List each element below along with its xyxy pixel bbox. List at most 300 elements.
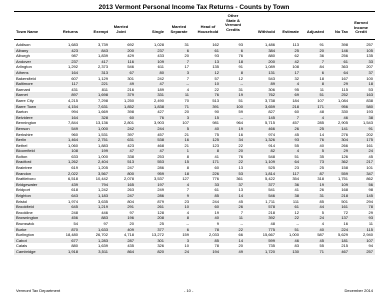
cell-married-joint: 429 [127, 53, 134, 59]
cell-returns: 1,292 [67, 64, 78, 70]
cell-single: 76 [159, 114, 164, 120]
cell-returns: 1,464 [67, 137, 78, 143]
cell-earned-income-credit: 93 [368, 215, 373, 221]
cell-head-of-household: 60 [214, 165, 219, 171]
cell-married-joint: 692 [127, 42, 134, 47]
cell-withhold: 5,715 [264, 120, 275, 126]
town-table-body [14, 42, 375, 255]
cell-single: 13,272 [151, 232, 164, 238]
cell-estimate: 7 [296, 114, 299, 120]
cell-head-of-household: 33 [214, 181, 219, 187]
cell-head-of-household: 93 [214, 53, 219, 59]
cell-adjusted: 55 [319, 243, 324, 249]
cell-no-tax: 168 [341, 187, 348, 193]
cell-other-credits: 13 [238, 165, 243, 171]
cell-head-of-household: 15 [214, 114, 219, 120]
cell-no-tax: 398 [341, 42, 348, 47]
cell-earned-income-credit: 163 [366, 92, 373, 98]
cell-no-tax: 1,751 [337, 176, 348, 182]
cell-married-separate: 18 [184, 170, 189, 176]
cell-head-of-household: 391 [212, 103, 219, 109]
cell-married-separate: 24 [184, 248, 189, 254]
cell-adjusted: 51 [319, 92, 324, 98]
cell-exempt: 328 [101, 114, 108, 120]
cell-other-credits: 7 [240, 209, 243, 215]
cell-married-separate: 107 [182, 120, 189, 126]
cell-no-tax: 16 [343, 221, 348, 226]
cell-married-separate: 21 [184, 131, 189, 137]
cell-adjusted: 5 [321, 148, 324, 154]
cell-single: 433 [157, 53, 164, 59]
cell-adjusted: 40 [319, 142, 324, 148]
cell-returns: 1,918 [67, 248, 78, 254]
cell-married-separate: 31 [184, 42, 189, 47]
cell-adjusted: 5 [321, 209, 324, 215]
cell-estimate: 45 [294, 131, 299, 137]
cell-withhold: 3,659 [264, 103, 275, 109]
cell-earned-income-credit: 38 [368, 114, 373, 120]
cell-single: 1,028 [153, 42, 164, 47]
cell-adjusted: 171 [317, 103, 324, 109]
cell-head-of-household: 513 [212, 97, 219, 103]
cell-head-of-household: 78 [214, 243, 219, 249]
cell-town-name: Bolton [16, 153, 28, 159]
cell-head-of-household: 10 [214, 81, 219, 87]
cell-single: 820 [157, 248, 164, 254]
cell-married-joint: 804 [127, 198, 134, 204]
cell-adjusted: 6 [321, 69, 324, 75]
cell-earned-income-credit: 18 [368, 81, 373, 87]
cell-town-name: Athens [16, 69, 29, 75]
cell-returns: 1,060 [67, 142, 78, 148]
cell-earned-income-credit: 11 [368, 221, 373, 226]
cell-estimate: 95 [294, 86, 299, 92]
cell-married-joint: 631 [127, 137, 134, 143]
cell-head-of-household: 776 [212, 176, 219, 182]
cell-no-tax: 256 [341, 53, 348, 59]
cell-married-joint: 247 [127, 165, 134, 171]
cell-adjusted: 45 [319, 237, 324, 243]
cell-town-name: Andover [16, 58, 31, 64]
cell-married-joint: 97 [129, 209, 134, 215]
cell-no-tax: 467 [341, 248, 348, 254]
cell-single: 3,903 [153, 120, 164, 126]
cell-adjusted: 25 [319, 125, 324, 131]
cell-head-of-household: 90 [214, 109, 219, 115]
cell-estimate: 184 [292, 97, 299, 103]
cell-adjusted: 76 [319, 137, 324, 143]
cell-no-tax: 956 [341, 103, 348, 109]
cell-town-name: Barnet [16, 92, 28, 98]
cell-withhold: 1,720 [264, 248, 275, 254]
cell-returns: 164 [71, 114, 78, 120]
cell-estimate: 22 [294, 215, 299, 221]
cell-withhold: 914 [268, 142, 275, 148]
cell-town-name: Brattleboro [16, 176, 36, 182]
cell-withhold: 200 [268, 58, 275, 64]
cell-adjusted: 36 [319, 53, 324, 59]
cell-earned-income-credit: 29 [368, 209, 373, 215]
cell-withhold: 145 [268, 114, 275, 120]
cell-withhold: 599 [268, 237, 275, 243]
cell-estimate: 83 [294, 243, 299, 249]
cell-exempt: 417 [101, 58, 108, 64]
cell-other-credits: 76 [238, 153, 243, 159]
cell-earned-income-credit: 101 [366, 165, 373, 171]
cell-married-joint: 116 [127, 58, 134, 64]
cell-estimate: 218 [292, 103, 299, 109]
cell-exempt: 811 [101, 86, 108, 92]
title-rule [14, 11, 375, 12]
cell-town-name: Cabot [16, 237, 27, 243]
cell-married-separate: 7 [186, 58, 189, 64]
cell-no-tax: 181 [341, 237, 348, 243]
cell-adjusted: 7 [321, 58, 324, 64]
cell-other-credits: 49 [238, 248, 243, 254]
header-town-name: Town Name [16, 29, 39, 34]
cell-exempt: 1,205 [97, 165, 108, 171]
cell-married-joint: 397 [127, 131, 134, 137]
cell-other-credits: -- [240, 81, 243, 87]
cell-earned-income-credit: 56 [368, 181, 373, 187]
cell-head-of-household: 981 [212, 120, 219, 126]
cell-other-credits: 22 [238, 142, 243, 148]
cell-returns: 4,215 [67, 97, 78, 103]
cell-other-credits: 66 [238, 232, 243, 238]
cell-estimate: 12 [294, 209, 299, 215]
cell-exempt: 2,404 [97, 159, 108, 165]
cell-returns: 607 [71, 75, 78, 81]
cell-withhold: 543 [268, 75, 275, 81]
cell-other-credits: 76 [238, 53, 243, 59]
cell-married-separate: 3 [186, 237, 189, 243]
cell-married-separate: 1 [186, 148, 189, 154]
cell-exempt: 199 [101, 148, 108, 154]
cell-married-separate: 8 [186, 153, 189, 159]
cell-earned-income-credit: 100 [366, 75, 373, 81]
cell-married-joint: 20 [129, 221, 134, 226]
cell-returns: 677 [71, 237, 78, 243]
cell-withhold: 1,326 [264, 137, 275, 143]
cell-estimate: 32 [294, 75, 299, 81]
cell-returns: 439 [71, 181, 78, 187]
cell-estimate: 26 [294, 125, 299, 131]
cell-withhold: 546 [268, 193, 275, 199]
cell-withhold: 775 [268, 226, 275, 232]
cell-exempt: 13,136 [95, 120, 108, 126]
cell-no-tax: 1,084 [337, 97, 348, 103]
cell-earned-income-credit: 135 [366, 53, 373, 59]
cell-estimate: 93 [294, 137, 299, 143]
cell-married-joint: 435 [127, 243, 134, 249]
cell-estimate: 38 [294, 193, 299, 199]
cell-exempt: 1,129 [97, 75, 108, 81]
cell-town-name: Barnard [16, 86, 31, 92]
cell-town-name: Burke [16, 226, 27, 232]
cell-married-separate: 127 [182, 176, 189, 182]
cell-married-joint: 2,801 [123, 120, 134, 126]
cell-estimate: 62 [294, 53, 299, 59]
cell-married-separate: 159 [182, 232, 189, 238]
cell-returns: 423 [71, 47, 78, 53]
cell-married-separate: 10 [184, 243, 189, 249]
cell-other-credits: 91 [238, 64, 243, 70]
cell-other-credits: 45 [238, 198, 243, 204]
cell-adjusted: 18 [319, 75, 324, 81]
cell-other-credits: 19 [238, 125, 243, 131]
cell-other-credits: 51 [238, 97, 243, 103]
cell-other-credits: 12 [238, 75, 243, 81]
cell-town-name: Addison [16, 42, 31, 47]
cell-married-separate: 15 [184, 159, 189, 165]
cell-married-joint: 338 [127, 153, 134, 159]
cell-town-name: Brandon [16, 170, 32, 176]
cell-returns: 880 [71, 243, 78, 249]
cell-other-credits: 361 [236, 176, 243, 182]
cell-exempt: 1,000 [97, 125, 108, 131]
cell-earned-income-credit: 862 [366, 176, 373, 182]
cell-single: 47 [159, 81, 164, 87]
cell-married-separate: 70 [184, 97, 189, 103]
header-no-tax: No Tax [334, 29, 348, 34]
cell-withhold: 735 [268, 243, 275, 249]
header-exempt: Exempt [93, 29, 108, 34]
cell-returns: 960 [71, 131, 78, 137]
cell-single: 331 [157, 92, 164, 98]
footer-date: December 2014 [344, 288, 373, 293]
cell-adjusted: 14 [319, 131, 324, 137]
cell-returns: 456 [71, 215, 78, 221]
cell-returns: 994 [71, 109, 78, 115]
cell-head-of-household: 125 [212, 137, 219, 143]
cell-adjusted: 85 [319, 198, 324, 204]
cell-exempt: 446 [101, 209, 108, 215]
cell-returns: 6,518 [67, 176, 78, 182]
cell-returns: 54 [73, 221, 78, 226]
cell-head-of-household: 8 [216, 148, 219, 154]
cell-head-of-household: 41 [214, 153, 219, 159]
cell-returns: 619 [71, 165, 78, 171]
cell-head-of-household: 40 [214, 215, 219, 221]
cell-other-credits: 37 [238, 181, 243, 187]
cell-returns: 4,154 [67, 103, 78, 109]
cell-head-of-household: 61 [214, 47, 219, 53]
cell-estimate: 17 [294, 69, 299, 75]
cell-head-of-household: 123 [212, 142, 219, 148]
cell-single: 286 [157, 193, 164, 199]
cell-estimate: 61 [294, 204, 299, 210]
cell-no-tax: 224 [341, 226, 348, 232]
cell-earned-income-credit: 294 [366, 198, 373, 204]
cell-adjusted: 73 [319, 159, 324, 165]
cell-returns: 7,844 [67, 120, 78, 126]
cell-town-name: Bakersfield [16, 75, 36, 81]
cell-town-name: Brookline [16, 209, 33, 215]
cell-other-credits: 53 [238, 170, 243, 176]
cell-estimate: 117 [292, 170, 299, 176]
cell-no-tax: 276 [341, 131, 348, 137]
cell-adjusted: 4 [321, 114, 324, 120]
cell-married-separate: 10 [184, 204, 189, 210]
cell-earned-income-credit: 37 [368, 69, 373, 75]
header-head-of-household: Head of Household [197, 24, 219, 34]
cell-returns: 645 [71, 204, 78, 210]
cell-exempt: 843 [101, 47, 108, 53]
cell-returns: 18,480 [65, 232, 78, 238]
cell-single: 208 [157, 215, 164, 221]
cell-adjusted: 87 [319, 170, 324, 176]
cell-head-of-household: 226 [212, 170, 219, 176]
cell-no-tax: 115 [341, 86, 348, 92]
cell-married-separate: 11 [184, 92, 189, 98]
cell-married-joint: 47 [129, 148, 134, 154]
cell-married-separate: 17 [184, 64, 189, 70]
cell-no-tax: 29 [343, 148, 348, 154]
cell-returns: 164 [71, 69, 78, 75]
cell-other-credits: 964 [236, 120, 243, 126]
cell-estimate: 55 [294, 142, 299, 148]
cell-married-separate: 16 [184, 137, 189, 143]
cell-head-of-household: 61 [214, 187, 219, 193]
cell-earned-income-credit: 580 [366, 103, 373, 109]
cell-single: 611 [157, 64, 164, 70]
cell-married-joint: 247 [127, 193, 134, 199]
cell-adjusted: 25 [319, 165, 324, 171]
cell-earned-income-credit: 2,940 [362, 232, 373, 238]
cell-returns: 987 [71, 53, 78, 59]
cell-town-name: Bennington [16, 120, 37, 126]
cell-other-credits: 8 [240, 69, 243, 75]
cell-estimate: 51 [294, 226, 299, 232]
cell-no-tax: 218 [341, 193, 348, 199]
footer-source: Vermont Tax Department [16, 288, 61, 293]
cell-exempt: 10,442 [95, 176, 108, 182]
cell-head-of-household: 85 [214, 237, 219, 243]
cell-exempt: 1,883 [97, 142, 108, 148]
cell-withhold: 131 [268, 69, 275, 75]
cell-married-separate: 8 [186, 165, 189, 171]
cell-earned-income-credit: 257 [366, 248, 373, 254]
cell-exempt: 3,635 [97, 198, 108, 204]
cell-married-joint: 2,078 [123, 176, 134, 182]
cell-married-separate: 4 [186, 181, 189, 187]
cell-married-joint: 60 [129, 114, 134, 120]
cell-no-tax: 362 [341, 159, 348, 165]
cell-returns: 870 [71, 226, 78, 232]
table-header [14, 13, 375, 38]
cell-head-of-household: 22 [214, 86, 219, 92]
cell-married-separate: 20 [184, 53, 189, 59]
cell-earned-income-credit: 347 [366, 170, 373, 176]
cell-married-joint: 200 [127, 47, 134, 53]
cell-head-of-household: 19 [214, 209, 219, 215]
cell-head-of-household: 194 [212, 248, 219, 254]
cell-other-credits: 59 [238, 109, 243, 115]
cell-estimate: 130 [292, 248, 299, 254]
cell-married-joint: 1,250 [123, 97, 134, 103]
cell-no-tax: 252 [341, 92, 348, 98]
cell-single: 242 [157, 75, 164, 81]
cell-single: 377 [157, 226, 164, 232]
cell-married-separate: 71 [184, 103, 189, 109]
cell-returns: 897 [71, 92, 78, 98]
cell-married-joint: 287 [127, 237, 134, 243]
cell-single: 286 [157, 165, 164, 171]
page-footer [14, 288, 375, 296]
cell-earned-income-credit: 78 [368, 204, 373, 210]
cell-town-name: Barre Town [16, 103, 37, 109]
cell-returns: 237 [71, 58, 78, 64]
cell-married-separate: 6 [186, 226, 189, 232]
cell-withhold: 466 [268, 125, 275, 131]
cell-other-credits: 26 [238, 204, 243, 210]
cell-single: 301 [157, 237, 164, 243]
header-earned-income-credit: Earned Income Credit [353, 20, 368, 35]
cell-withhold: 525 [268, 165, 275, 171]
cell-earned-income-credit: 838 [366, 97, 373, 103]
cell-estimate: 457 [292, 120, 299, 126]
cell-no-tax: 72 [343, 209, 348, 215]
cell-adjusted: 11 [319, 86, 324, 92]
cell-no-tax: 137 [341, 215, 348, 221]
cell-married-separate: -- [186, 221, 189, 226]
cell-withhold: 377 [268, 181, 275, 187]
cell-earned-income-credit: 145 [366, 193, 373, 199]
cell-withhold: 218 [268, 209, 275, 215]
cell-married-joint: 49 [129, 81, 134, 87]
cell-earned-income-credit: 217 [366, 159, 373, 165]
cell-earned-income-credit: 161 [366, 142, 373, 148]
cell-town-name: Arlington [16, 64, 32, 70]
cell-no-tax: 167 [341, 75, 348, 81]
cell-single: 47 [159, 148, 164, 154]
cell-estimate: 111 [292, 198, 299, 204]
cell-other-credits: 14 [238, 237, 243, 243]
cell-married-joint: 1,852 [123, 103, 134, 109]
cell-returns: 633 [71, 153, 78, 159]
cell-adjusted: 26 [319, 187, 324, 193]
header-estimate: Estimate [282, 29, 299, 34]
cell-head-of-household: 57 [214, 75, 219, 81]
cell-adjusted: 107 [317, 97, 324, 103]
cell-other-credits: 20 [238, 243, 243, 249]
cell-town-name: Brownington [16, 215, 39, 221]
cell-head-of-household: 162 [212, 42, 219, 47]
cell-single: 959 [157, 170, 164, 176]
cell-single: 427 [157, 109, 164, 115]
cell-estimate: 23 [294, 165, 299, 171]
cell-estimate: 1,000 [288, 232, 299, 238]
cell-withhold: 1,089 [264, 64, 275, 70]
cell-earned-income-credit: 94 [368, 243, 373, 249]
cell-town-name: Brunswick [16, 221, 35, 226]
cell-single: 189 [157, 86, 164, 92]
header-rule [14, 39, 375, 40]
cell-adjusted: 48 [319, 109, 324, 115]
cell-exempt: 1,698 [97, 92, 108, 98]
cell-exempt: 2,751 [97, 137, 108, 143]
cell-single: 261 [157, 204, 164, 210]
cell-single: 249 [157, 187, 164, 193]
cell-no-tax: 304 [341, 137, 348, 143]
cell-town-name: Bethel [16, 142, 28, 148]
cell-married-joint: 67 [129, 69, 134, 75]
cell-single: 237 [157, 47, 164, 53]
cell-estimate: 36 [294, 181, 299, 187]
cell-single: 326 [157, 243, 164, 249]
cell-withhold: 548 [268, 153, 275, 159]
cell-single: 1,838 [153, 103, 164, 109]
